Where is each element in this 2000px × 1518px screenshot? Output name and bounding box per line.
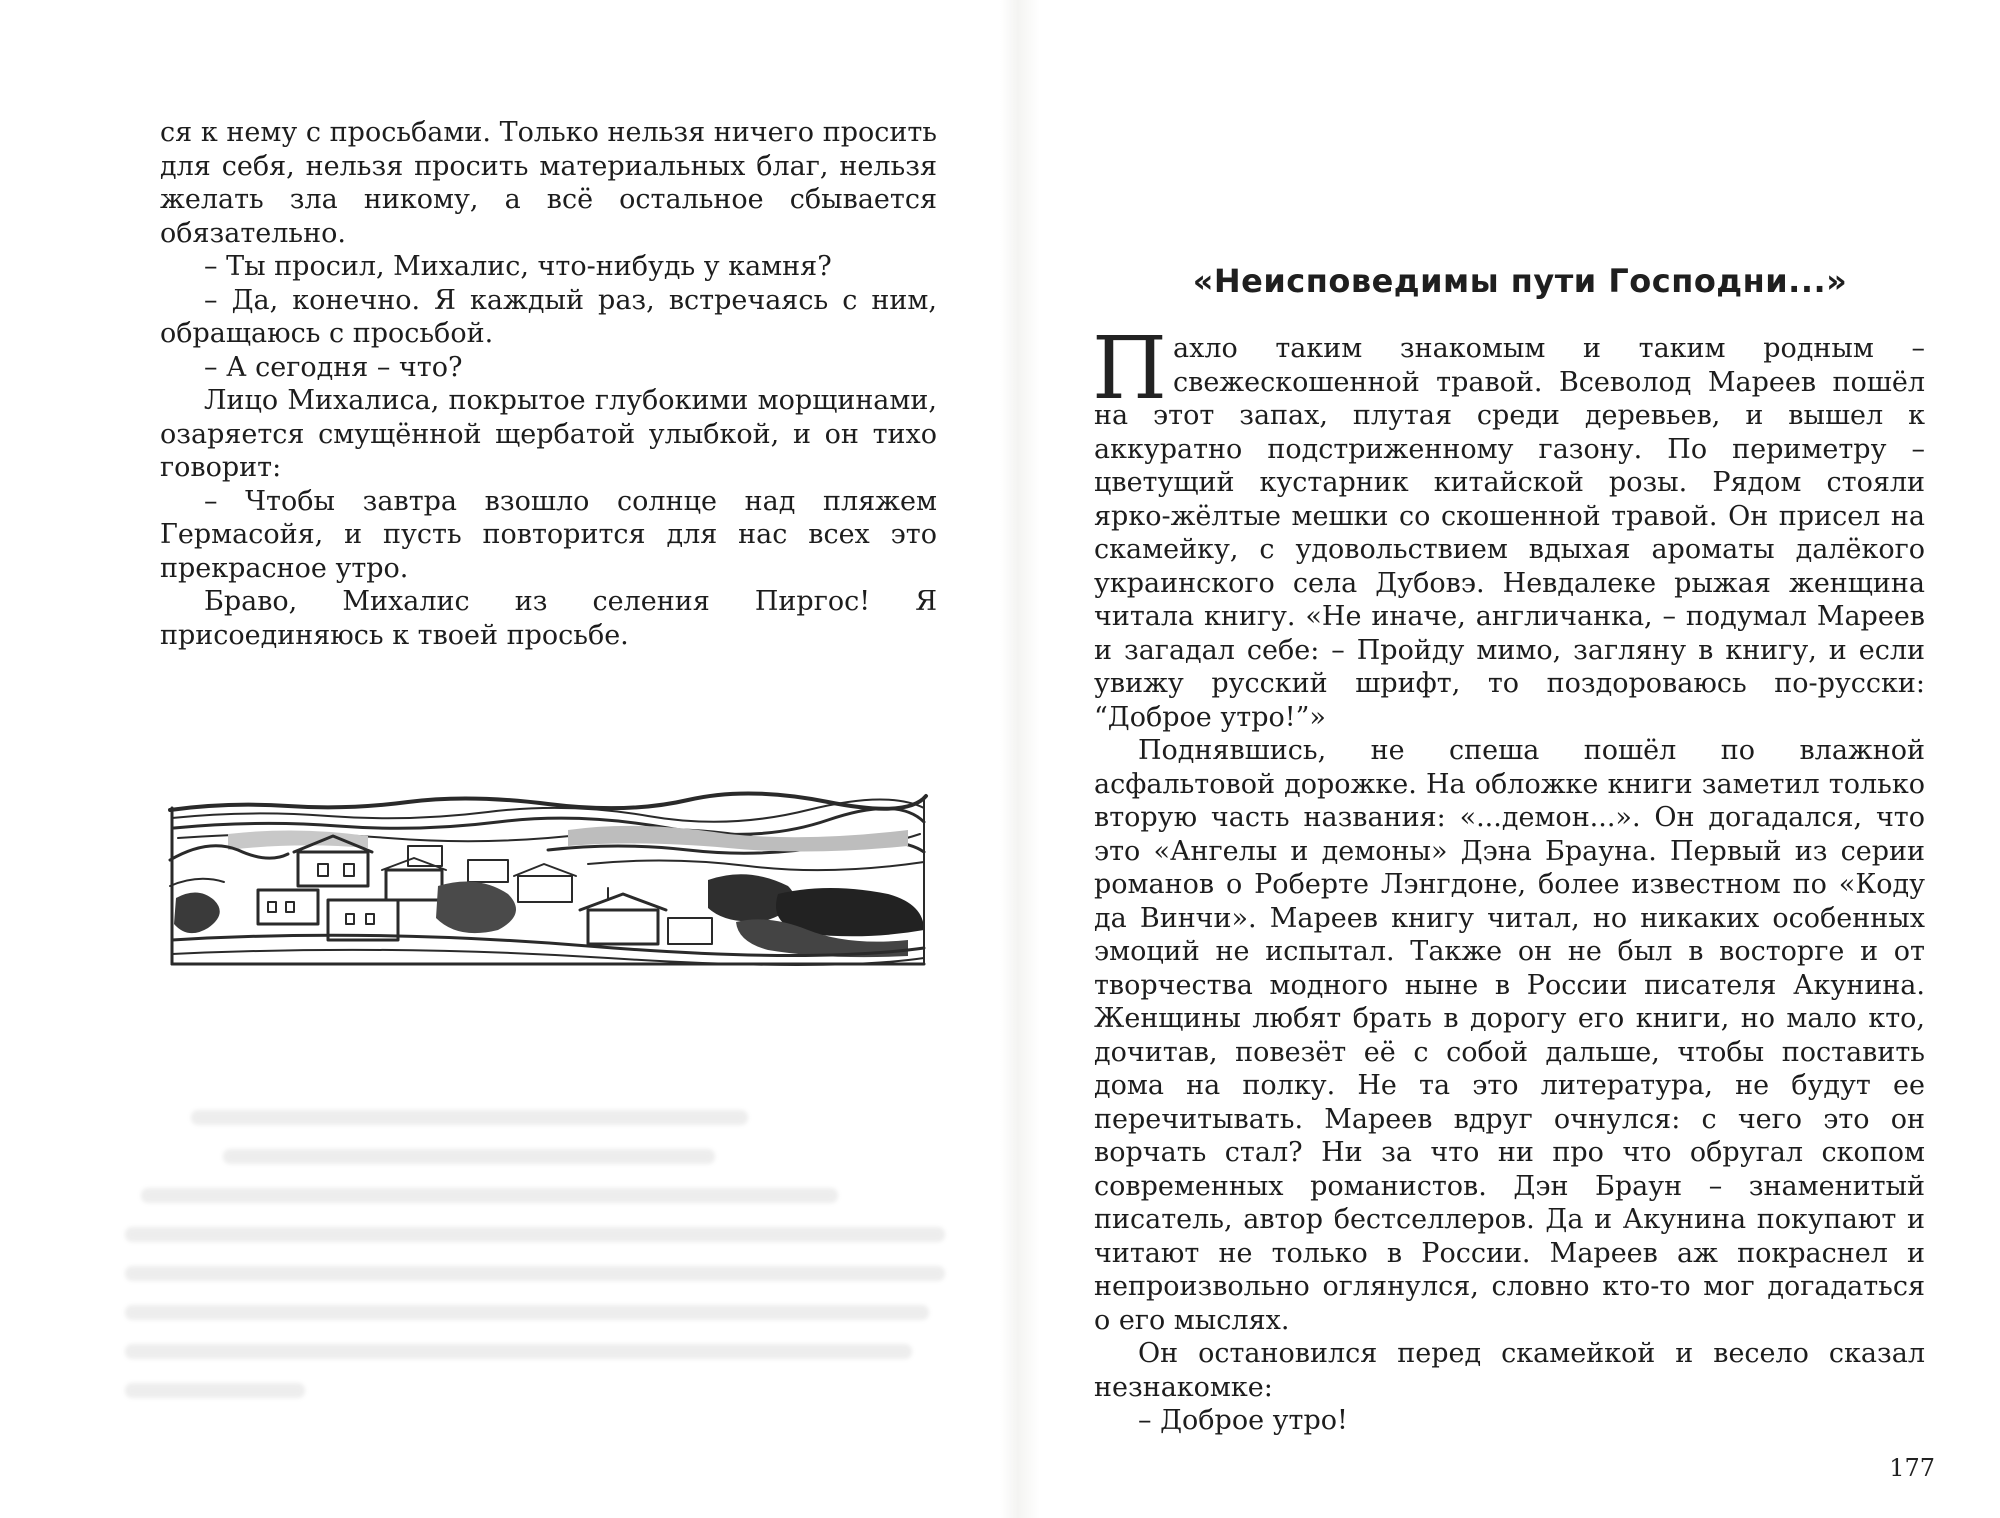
left-paragraph: Лицо Михалиса, покрытое глубокими морщинами, озаряется смущённой щербатой улыбкой, и он тихо говорит: <box>160 385 937 483</box>
drop-cap: П <box>1092 319 1167 419</box>
right-paragraph: – Доброе утро! <box>1138 1405 1348 1436</box>
right-paragraph: Поднявшись, не спеша пошёл по влажной асфальтовой дорожке. На обложке книги заметил только вторую часть названия: «...демон...». Он догадался, что это «Ангелы и демоны» Дэна Брауна. Первый из серии романов о Роберте Лэнгдоне, более известном по «Коду да Винчи». Мареев книгу читал, но никаких особенных эмоций не испытал. Также он не был в восторге и от творчества модного ныне в России писателя Акунина. Женщины любят брать в дорогу его книги, но мало кто, дочитав, повезёт её с собой дальше, чтобы поставить дома на полку. Не та это литература, не будут ее перечитывать. Мареев вдруг очнулся: с чего это он ворчать стал? Ни за что ни про что обругал скопом современных романистов. Дэн Браун – знаменитый писатель, автор бестселлеров. Да и Акунина покупают и читают не только в России. Мареев аж покраснел и непроизвольно оглянулся, словно кто-то мог догадаться о его мыслях. <box>1094 735 1925 1336</box>
chapter-title: «Неисповедимы пути Господни...» <box>1192 262 1848 300</box>
first-paragraph-text: ахло таким знакомым и таким родным – свежескошенной травой. Всеволод Мареев пошёл на этот запах, плутая среди деревьев, и вышел к аккуратно подстриженному газону. По периметру – цветущий кустарник китайской розы. Рядом стояли ярко-жёлтые мешки со скошенной травой. Он присел на скамейку, с удовольствием вдыхая ароматы далёкого украинского села Дубовэ. Невдалеке рыжая женщина читала книгу. «Не иначе, англичанка, – подумал Мареев и загадал себе: – Пройду мимо, загляну в книгу, и если увижу русский шрифт, то поздороваюсь по-русски: “Доброе утро!”» <box>1094 333 1925 733</box>
right-paragraph: Он остановился перед скамейкой и весело сказал незнакомке: <box>1094 1338 1925 1403</box>
left-paragraph: ся к нему с просьбами. Только нельзя ничего просить для себя, нельзя просить материальных благ, нельзя желать зла никому, а всё остальное сбывается обязательно. <box>160 117 937 249</box>
left-paragraph: Браво, Михалис из селения Пиргос! Я присоединяюсь к твоей просьбе. <box>160 586 937 651</box>
village-landscape-illustration <box>168 790 930 968</box>
book-gutter <box>1000 0 1040 1518</box>
right-page <box>1040 0 2000 1518</box>
left-paragraph: – Чтобы завтра взошло солнце над пляжем Гермасойя, и пусть повторится для нас всех это прекрасное утро. <box>160 485 937 584</box>
page-number: 177 <box>1889 1454 1935 1482</box>
left-page-text <box>160 116 937 652</box>
first-paragraph <box>1092 319 1925 734</box>
left-paragraph: – Ты просил, Михалис, что-нибудь у камня? <box>204 251 832 282</box>
show-through-text <box>125 1110 945 1490</box>
right-page-text <box>1092 319 1925 1438</box>
left-paragraph: – Да, конечно. Я каждый раз, встречаясь с ним, обращаюсь с просьбой. <box>160 284 937 349</box>
left-paragraph: – А сегодня – что? <box>204 351 463 383</box>
